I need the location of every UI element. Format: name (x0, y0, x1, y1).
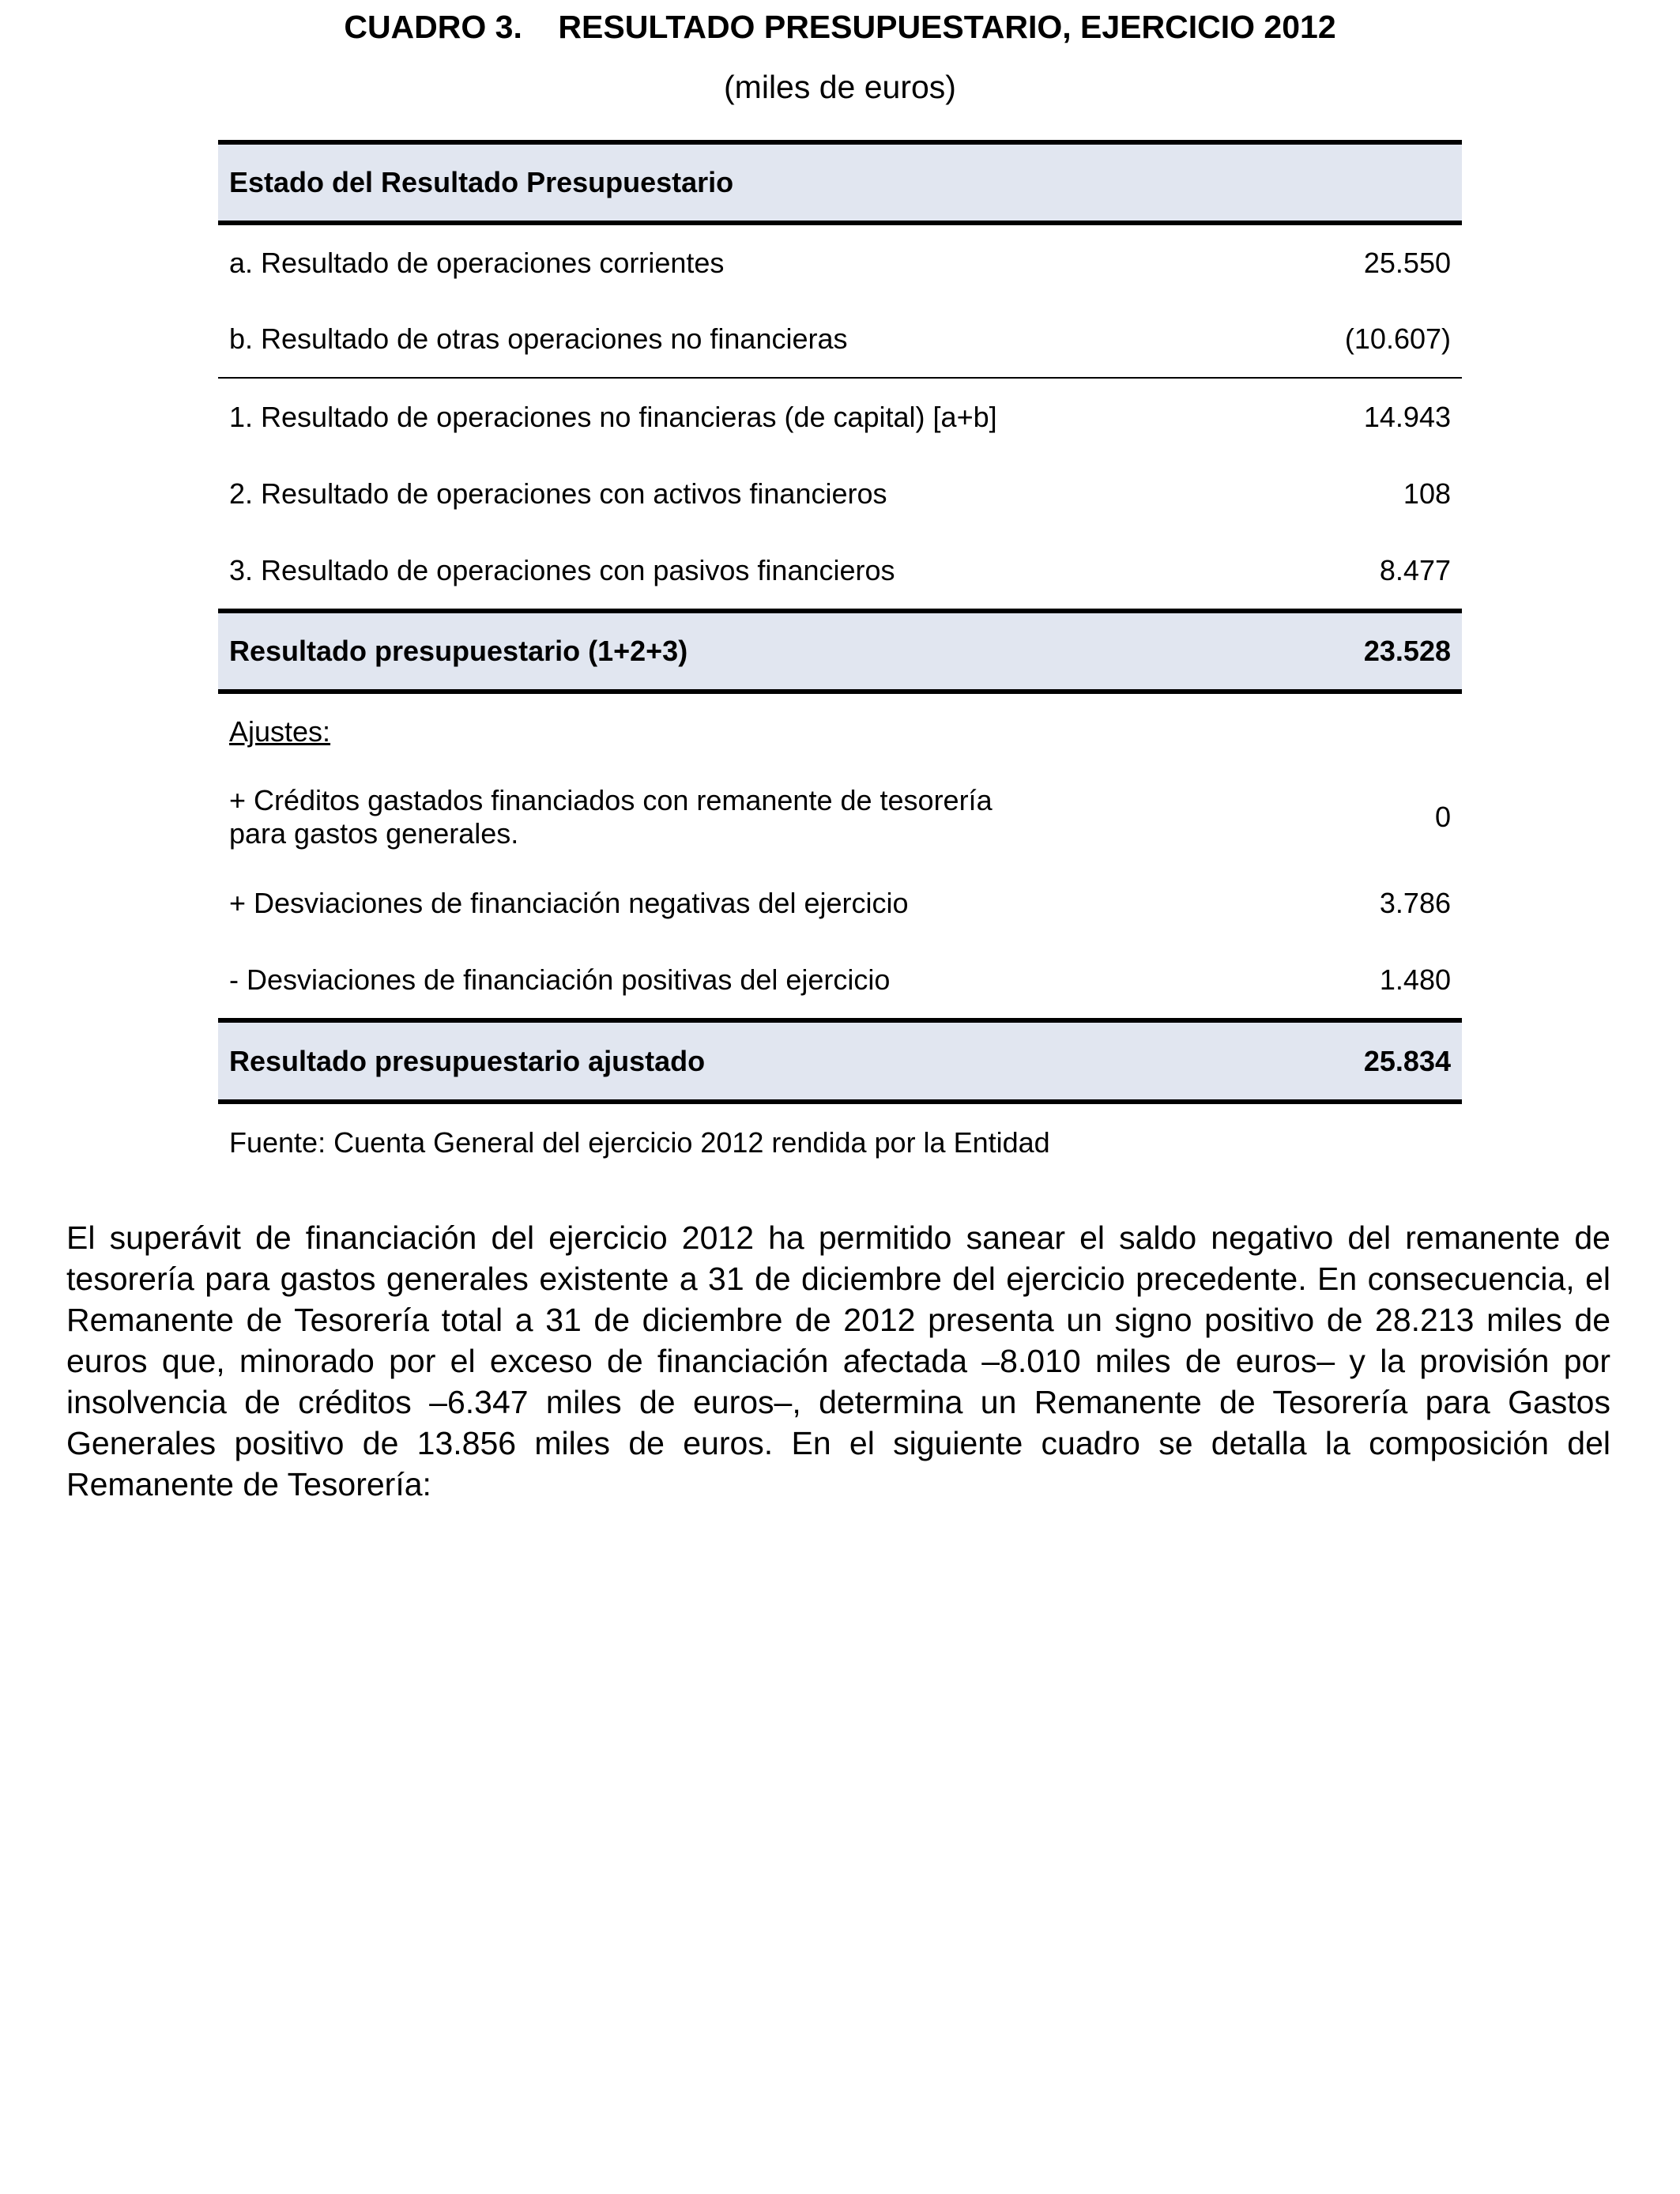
total-value: 23.528 (1363, 635, 1451, 667)
total-label: Resultado presupuestario (1+2+3) (229, 635, 688, 667)
row-value: 0 (1434, 801, 1451, 833)
row-label (229, 784, 993, 850)
row-label-line: + Créditos gastados financiados con remanente de tesorería (229, 784, 993, 816)
row-label: 1. Resultado de operaciones no financieras (de capital) [a+b] (229, 400, 997, 433)
table-row (218, 455, 1462, 532)
row-label: - Desviaciones de financiación positivas del ejercicio (229, 963, 891, 996)
total-row (218, 613, 1462, 689)
adjustments-heading-row (218, 694, 1462, 770)
body-paragraph: El superávit de financiación del ejercicio 2012 ha permitido sanear el saldo negativo del remanente de tesorería para gastos generales existente a 31 de diciembre del ejercicio precedente. En consecuencia, el Remanente de Tesorería total a 31 de diciembre de 2012 presenta un signo positivo de 28.213 miles de euros que, minorado por el exceso de financiación afectada –8.010 miles de euros– y la provisión por insolvencia de créditos –6.347 miles de euros–, determina un Remanente de Tesorería para Gastos Generales positivo de 13.856 miles de euros. En el siguiente cuadro se detalla la composición del Remanente de Tesorería: (66, 1220, 1610, 1502)
adjustments-label: Ajustes: (229, 715, 331, 748)
table-header-row (218, 145, 1462, 221)
adjusted-total-value: 25.834 (1363, 1044, 1451, 1077)
row-label: b. Resultado de otras operaciones no financieras (229, 322, 848, 355)
bottom-rule (218, 1099, 1462, 1104)
row-value: (10.607) (1344, 322, 1451, 355)
row-value: 8.477 (1379, 553, 1451, 586)
table-row (218, 301, 1462, 377)
row-label-line: para gastos generales. (229, 817, 519, 850)
table-row (218, 770, 1462, 865)
table-row (218, 865, 1462, 941)
table-source-note: Fuente: Cuenta General del ejercicio 2012 rendida por la Entidad (229, 1126, 1050, 1159)
table-row (218, 532, 1462, 609)
row-value: 25.550 (1363, 247, 1451, 279)
table-title: CUADRO 3. RESULTADO PRESUPUESTARIO, EJERCICIO 2012 (344, 9, 1336, 45)
row-label: 3. Resultado de operaciones con pasivos financieros (229, 553, 895, 586)
adjusted-total-label: Resultado presupuestario ajustado (229, 1044, 706, 1077)
table-subtitle: (miles de euros) (724, 69, 956, 105)
row-value: 3.786 (1379, 886, 1451, 919)
budget-result-table (218, 140, 1462, 1123)
row-label: 2. Resultado de operaciones con activos financieros (229, 477, 887, 510)
row-label: a. Resultado de operaciones corrientes (229, 247, 725, 279)
table-row (218, 225, 1462, 301)
row-label: + Desviaciones de financiación negativas del ejercicio (229, 886, 909, 919)
row-value: 108 (1403, 477, 1451, 510)
adjusted-total-row (218, 1023, 1462, 1099)
table-header-label: Estado del Resultado Presupuestario (229, 166, 734, 198)
table-row (218, 941, 1462, 1018)
row-value: 1.480 (1379, 963, 1451, 996)
table-row (218, 379, 1462, 455)
row-value: 14.943 (1363, 400, 1451, 433)
